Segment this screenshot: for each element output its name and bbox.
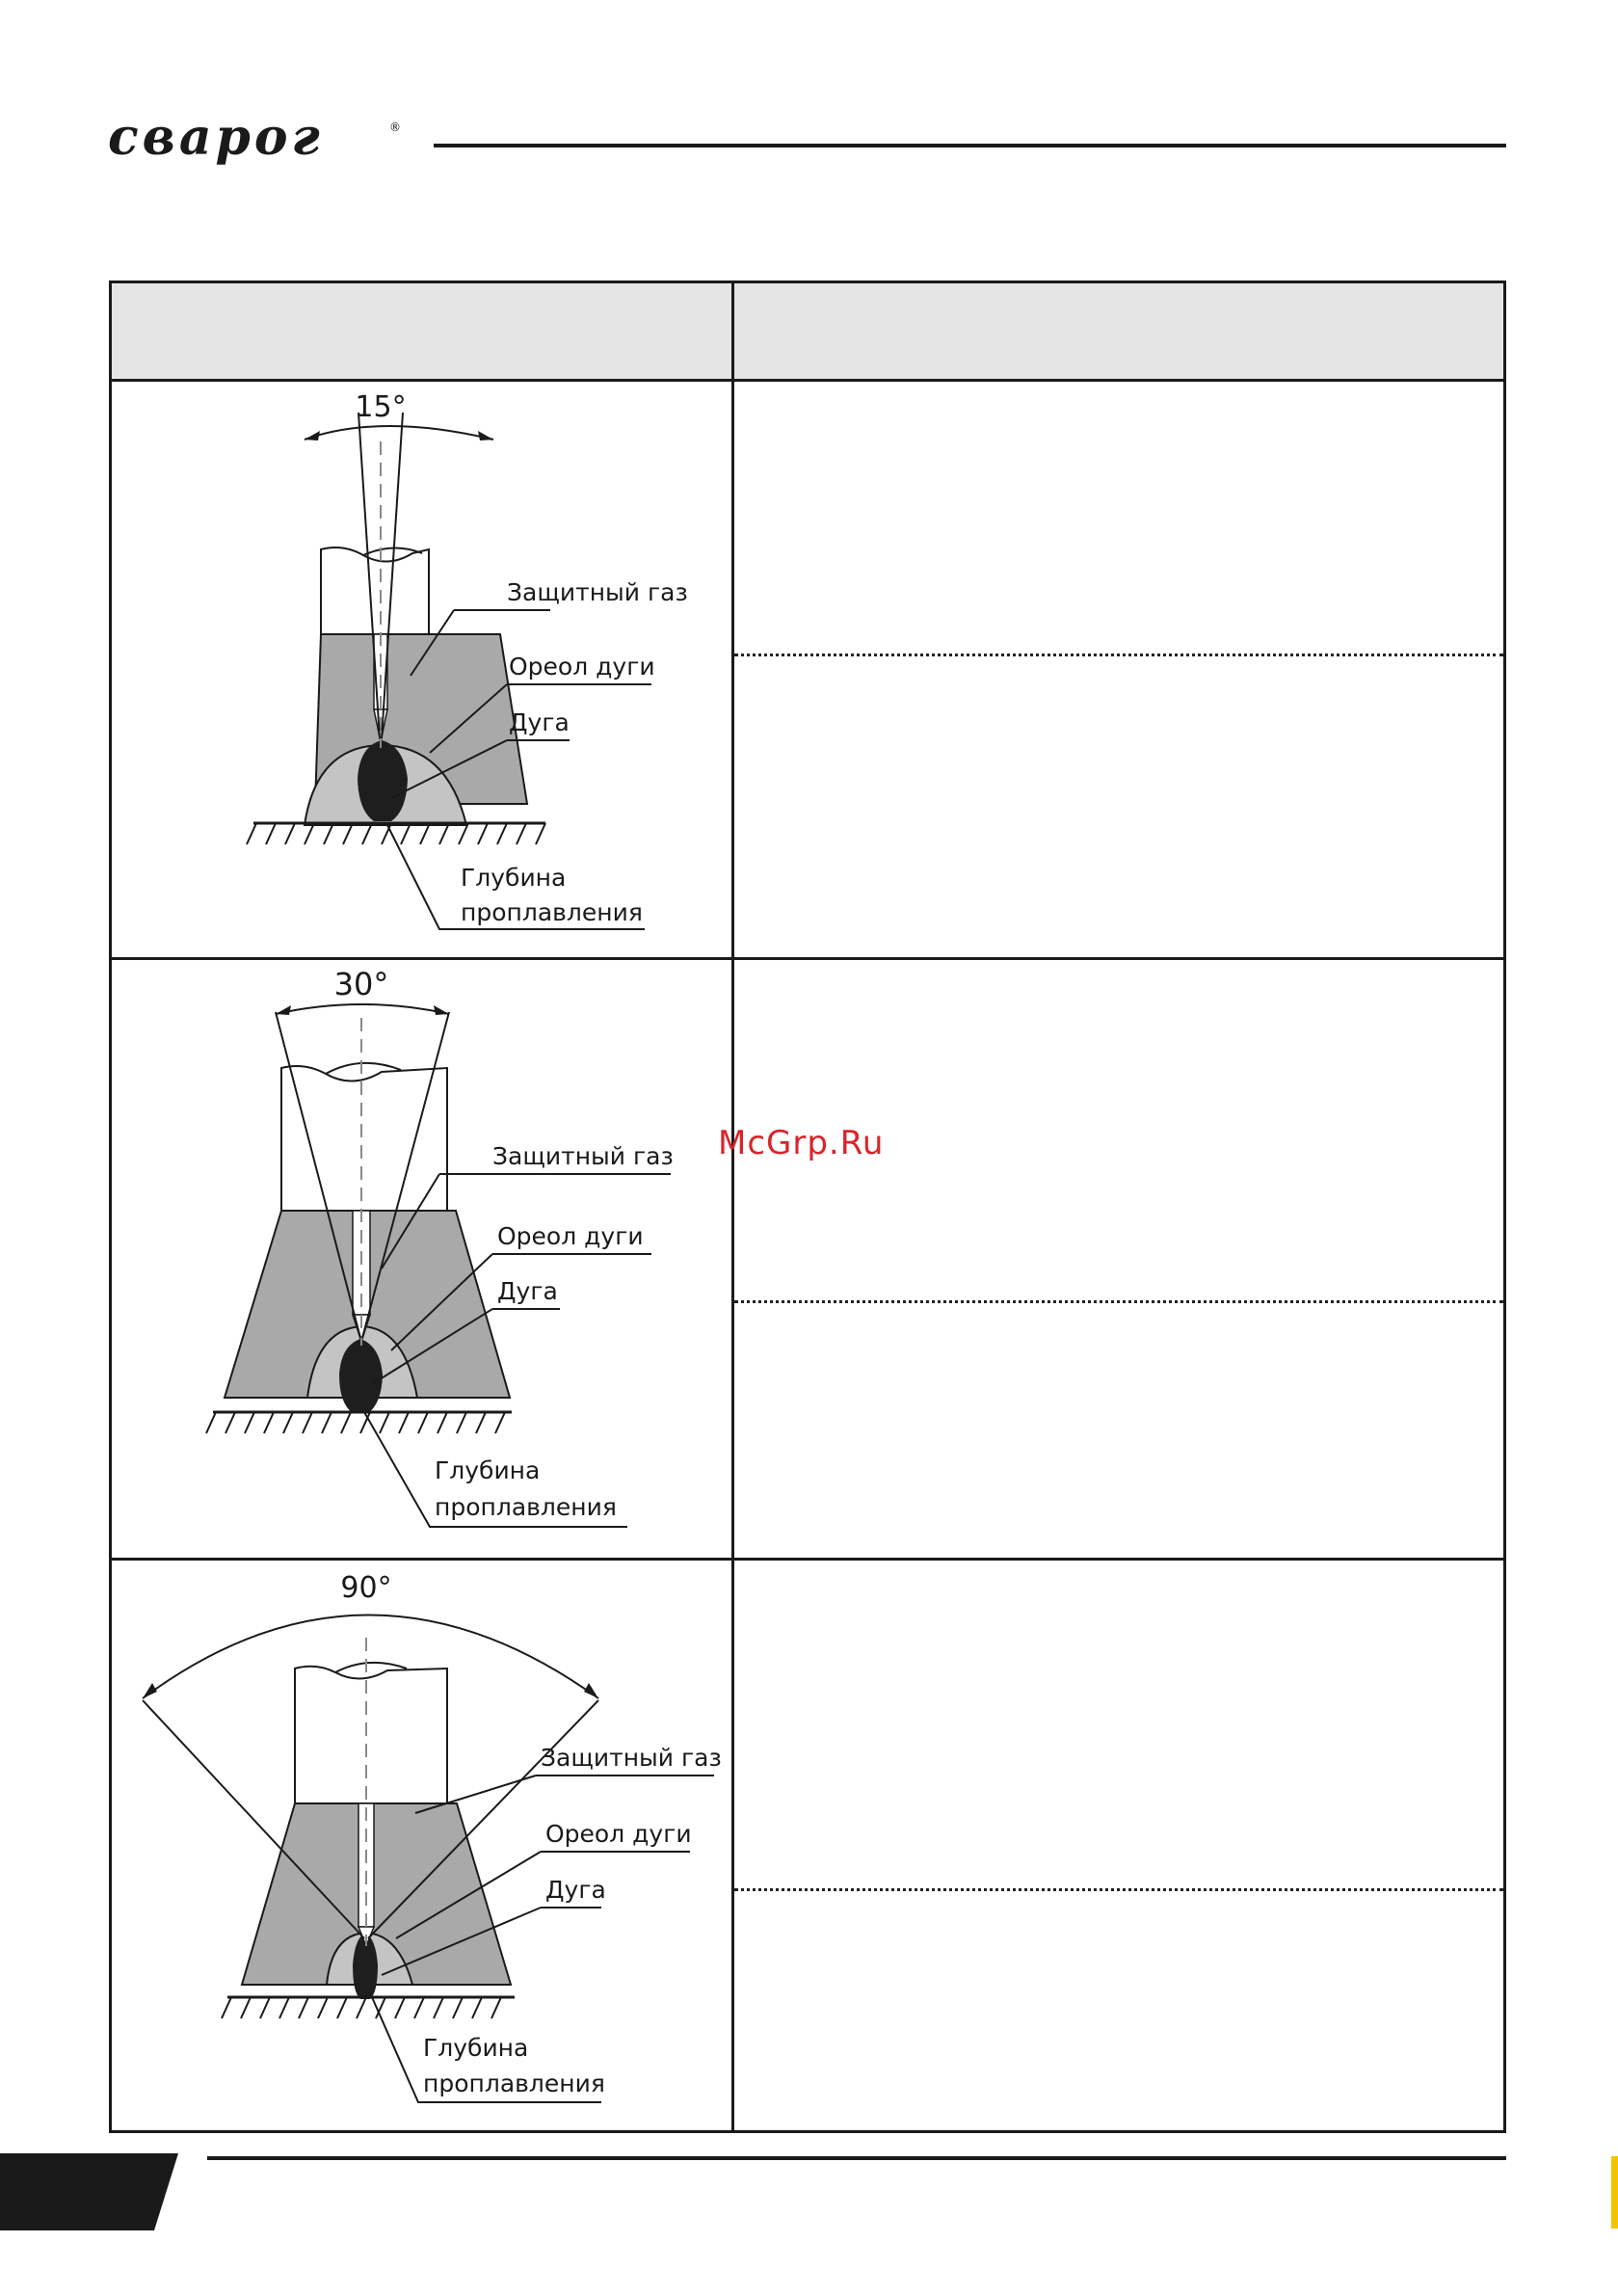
label-penetration-depth: Глубина xyxy=(423,2034,529,2062)
label-arc-halo: Ореол дуги xyxy=(497,1222,644,1250)
brand-logo xyxy=(108,108,401,172)
diagram-electrode-15deg xyxy=(112,382,731,957)
label-penetration-depth-2: проплавления xyxy=(461,898,643,926)
page-tab-marker xyxy=(0,2153,178,2230)
label-shielding-gas: Защитный газ xyxy=(492,1142,674,1170)
header-rule xyxy=(434,144,1506,147)
diagram-electrode-30deg xyxy=(112,960,731,1558)
angle-label: 30° xyxy=(333,966,389,1002)
dotted-separator xyxy=(734,1300,1503,1303)
electrode-angle-table xyxy=(109,280,1506,2133)
brand-logo-text: сварог xyxy=(108,108,324,167)
dotted-separator xyxy=(734,1888,1503,1891)
dotted-separator xyxy=(734,654,1503,656)
angle-label: 15° xyxy=(355,390,407,424)
label-penetration-depth: Глубина xyxy=(461,864,567,892)
watermark: McGrp.Ru xyxy=(718,1124,885,1162)
column-divider xyxy=(731,283,734,2130)
label-shielding-gas: Защитный газ xyxy=(507,578,688,606)
label-shielding-gas: Защитный газ xyxy=(541,1744,722,1772)
diagram-electrode-90deg xyxy=(112,1561,731,2133)
label-penetration-depth: Глубина xyxy=(435,1456,541,1484)
angle-label: 90° xyxy=(340,1571,392,1605)
registered-mark: ® xyxy=(389,120,401,134)
label-arc: Дуга xyxy=(497,1277,558,1305)
table-header xyxy=(112,283,1503,382)
label-penetration-depth-2: проплавления xyxy=(435,1493,617,1521)
label-arc: Дуга xyxy=(545,1876,606,1904)
label-penetration-depth-2: проплавления xyxy=(423,2069,605,2097)
edge-mark xyxy=(1611,2156,1618,2229)
label-arc-halo: Ореол дуги xyxy=(509,653,655,681)
label-arc: Дуга xyxy=(509,708,570,736)
label-arc-halo: Ореол дуги xyxy=(545,1820,692,1848)
footer-rule xyxy=(207,2156,1506,2160)
